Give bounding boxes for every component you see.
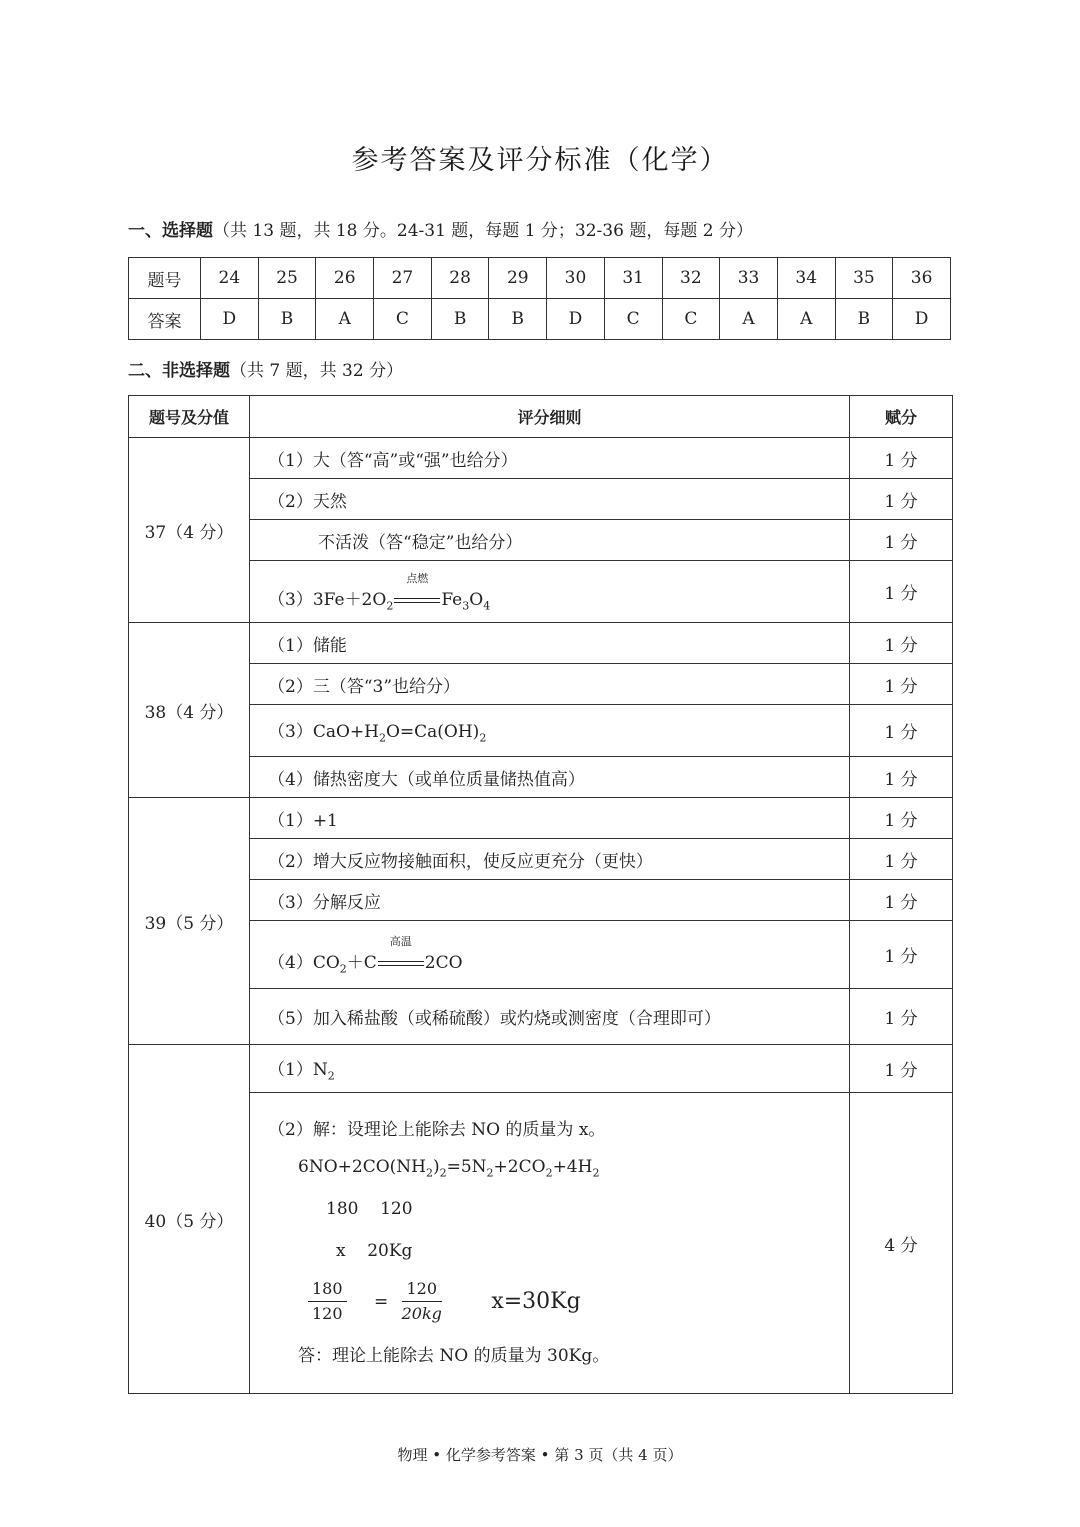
question-number-cell: 34 (777, 258, 835, 299)
reaction-arrow (377, 934, 425, 973)
fraction-left (308, 1277, 347, 1326)
answer-cell: B (835, 299, 893, 340)
double-line (378, 961, 424, 966)
double-line (394, 598, 440, 603)
q38-item-2: （2）三（答“3”也给分） (250, 664, 850, 705)
q38-item-4: （4）储热密度大（或单位质量储热值高） (250, 757, 850, 798)
q39-eq-mid: ＋C (346, 952, 377, 973)
subscript: 2 (425, 1166, 433, 1180)
q38-points-4: 1 分 (850, 757, 953, 798)
grading-header-row (129, 396, 953, 438)
table-row (129, 921, 953, 989)
section2-note: （共 7 题，共 32 分） (230, 361, 404, 381)
q40-result: x=30Kg (491, 1289, 581, 1314)
table-row (129, 664, 953, 705)
q39-points-3: 1 分 (850, 880, 953, 921)
subscript: 2 (479, 731, 487, 745)
eq-part-c: =5N (446, 1157, 487, 1177)
section2-heading-text: 二、非选择题 (128, 361, 230, 381)
q37-item-3: 不活泼（答“稳定”也给分） (318, 532, 523, 553)
page-footer: 物理 • 化学参考答案 • 第 3 页（共 4 页） (397, 1446, 683, 1464)
answer-cell: A (720, 299, 778, 340)
q39-points-1: 1 分 (850, 798, 953, 839)
q39-eq-product: 2CO (424, 952, 463, 973)
page-title: 参考答案及评分标准（化学） (351, 145, 729, 176)
section1-heading-text: 一、选择题 (128, 221, 213, 241)
q40-answer: 答：理论上能除去 NO 的质量为 30Kg。 (298, 1346, 610, 1366)
table-row (129, 561, 953, 623)
table-row (129, 798, 953, 839)
table-row (129, 1045, 953, 1093)
question-number-cell: 31 (604, 258, 662, 299)
question-number-cell: 29 (489, 258, 547, 299)
question-number-cell: 25 (258, 258, 316, 299)
table-row (129, 839, 953, 880)
subscript: 2 (592, 1166, 600, 1180)
q38-eq-b: O=Ca(OH) (385, 721, 480, 742)
q39-item-2: （2）增大反应物接触面积，使反应更充分（更快） (250, 839, 850, 880)
q39-item-3: （3）分解反应 (250, 880, 850, 921)
answer-cell: A (316, 299, 374, 340)
subscript: 4 (483, 599, 491, 613)
q39-item-1: （1）+1 (250, 798, 850, 839)
table-row (129, 520, 953, 561)
q40-equation (268, 1157, 849, 1199)
question-number-row (129, 258, 951, 299)
q40-points-2: 4 分 (850, 1093, 953, 1394)
subscript: 3 (462, 599, 470, 613)
q38-points-3: 1 分 (850, 705, 953, 757)
q39-points-2: 1 分 (850, 839, 953, 880)
answer-cell: D (893, 299, 951, 340)
q39-eq-prefix: （4）CO (268, 952, 340, 973)
q38-item-1: （1）储能 (250, 623, 850, 664)
frac-numerator: 180 (308, 1277, 347, 1302)
section1-heading (128, 216, 753, 241)
table-row (129, 989, 953, 1045)
q40-line-1: （2）解：设理论上能除去 NO 的质量为 x。 (268, 1120, 606, 1140)
q37-item-4: $(3)3Fe+2O_2$ 点燃 $Fe_3O_4$ (250, 561, 850, 623)
answer-cell: B (489, 299, 547, 340)
q39-item-5: （5）加入稀盐酸（或稀硫酸）或灼烧或测密度（合理即可） (250, 989, 850, 1045)
eq-part-e: +4H (552, 1157, 593, 1177)
q37-eq-product: Fe (441, 589, 463, 610)
q37-points-1: 1 分 (850, 438, 953, 479)
table-row (129, 623, 953, 664)
q40-item-2 (250, 1093, 850, 1394)
q37-points-2: 1 分 (850, 479, 953, 520)
answer-cell: C (604, 299, 662, 340)
answer-cell: B (431, 299, 489, 340)
subscript: 2 (386, 599, 394, 613)
q40-ratio-2: x 20Kg (336, 1241, 413, 1261)
q38-label: 38（4 分） (129, 623, 250, 798)
question-number-cell: 35 (835, 258, 893, 299)
multiple-choice-table (128, 257, 951, 340)
q38-item-3 (250, 705, 850, 757)
subscript: 2 (439, 1166, 447, 1180)
question-number-cell: 26 (316, 258, 374, 299)
question-number-cell: 32 (662, 258, 720, 299)
q39-points-5: 1 分 (850, 989, 953, 1045)
frac-denominator: 20kg (401, 1304, 442, 1323)
subscript: 2 (327, 1069, 335, 1083)
frac-denominator: 120 (312, 1304, 343, 1323)
q40-label: 40（5 分） (129, 1045, 250, 1394)
q37-eq-prefix: （3）3Fe＋2O (268, 589, 387, 610)
eq-part-b: ) (432, 1157, 440, 1177)
reaction-condition: 高温 (389, 934, 412, 948)
q40-ratio-1: 180 120 (326, 1199, 413, 1219)
frac-numerator: 120 (402, 1277, 442, 1302)
question-number-cell: 30 (547, 258, 605, 299)
q37-points-3: 1 分 (850, 520, 953, 561)
col-detail-header: 评分细则 (250, 396, 850, 438)
q40-proportion (268, 1277, 849, 1341)
q39-points-4: 1 分 (850, 921, 953, 989)
subscript: 2 (486, 1166, 494, 1180)
q37-item-2: （2）天然 (250, 479, 850, 520)
subscript: 2 (378, 731, 386, 745)
q40-item-1 (250, 1045, 850, 1093)
table-row (129, 705, 953, 757)
table-row (129, 757, 953, 798)
q37-points-4: 1 分 (850, 561, 953, 623)
answer-cell: D (201, 299, 259, 340)
q38-points-1: 1 分 (850, 623, 953, 664)
q40-r1-text: （1）N (268, 1059, 328, 1080)
q39-item-4 (250, 921, 850, 989)
col-question-header: 题号及分值 (129, 396, 250, 438)
answer-cell: D (547, 299, 605, 340)
q37-item-1: （1）大（答“高”或“强”也给分） (250, 438, 850, 479)
q40-points-1: 1 分 (850, 1045, 953, 1093)
section1-note: （共 13 题，共 18 分。24-31 题，每题 1 分；32-36 题，每题 2 分） (213, 221, 753, 241)
reaction-condition: 点燃 (406, 571, 429, 585)
answer-cell: B (258, 299, 316, 340)
answer-cell: C (662, 299, 720, 340)
row-label-answer: 答案 (129, 299, 201, 340)
subscript: 2 (339, 962, 347, 976)
answer-row (129, 299, 951, 340)
eq-part-a: 6NO+2CO(NH (298, 1157, 426, 1177)
question-number-cell: 33 (720, 258, 778, 299)
question-number-cell: 24 (201, 258, 259, 299)
fraction-right (402, 1277, 442, 1326)
grading-table (128, 395, 953, 1394)
q37-item-3-cell (250, 520, 850, 561)
question-number-cell: 28 (431, 258, 489, 299)
question-number-cell: 27 (374, 258, 432, 299)
row-label-question: 题号 (129, 258, 201, 299)
question-number-cell: 36 (893, 258, 951, 299)
q38-points-2: 1 分 (850, 664, 953, 705)
table-row (129, 1093, 953, 1394)
q39-label: 39（5 分） (129, 798, 250, 1045)
subscript: 2 (545, 1166, 553, 1180)
equals-sign: = (373, 1291, 389, 1312)
table-row (129, 479, 953, 520)
q37-label: 37（4 分） (129, 438, 250, 623)
table-row (129, 438, 953, 479)
answer-cell: A (777, 299, 835, 340)
reaction-arrow (393, 571, 441, 610)
q38-eq-a: （3）CaO+H (268, 721, 379, 742)
eq-part-d: +2CO (493, 1157, 546, 1177)
section2-heading (128, 356, 403, 381)
col-points-header: 赋分 (850, 396, 953, 438)
table-row (129, 880, 953, 921)
answer-cell: C (374, 299, 432, 340)
